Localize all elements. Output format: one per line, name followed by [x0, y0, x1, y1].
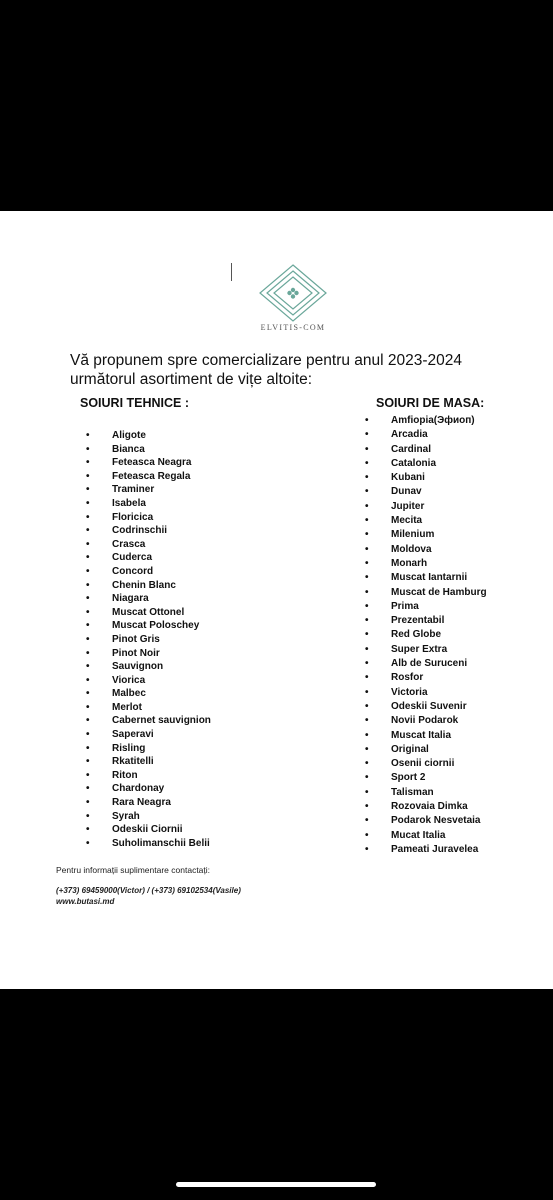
list-item: • Codrinschii [86, 525, 168, 537]
bullet-icon: • [86, 593, 90, 605]
bullet-icon: • [86, 620, 90, 632]
bullet-icon: • [365, 686, 369, 698]
list-item: • Cuderca [86, 552, 153, 564]
bullet-icon: • [365, 415, 369, 426]
bullet-icon: • [86, 688, 90, 700]
logo-text: ELVITIS-COM [260, 323, 326, 332]
technical-varieties-heading: SOIURI TEHNICE : [80, 396, 190, 410]
bullet-icon: • [365, 586, 369, 598]
headline-line-2: următorul asortiment de vițe altoite: [70, 371, 313, 388]
bullet-icon: • [365, 515, 369, 527]
list-item: • Viorica [86, 674, 146, 686]
bullet-icon: • [86, 443, 90, 455]
bullet-icon: • [365, 829, 369, 841]
bullet-icon: • [86, 538, 90, 550]
bullet-icon: • [365, 629, 369, 641]
list-item: • Muscat Ottonel [86, 606, 185, 618]
bullet-icon: • [86, 497, 90, 509]
bullet-icon: • [86, 484, 90, 496]
bullet-icon: • [365, 700, 369, 712]
bullet-icon: • [86, 511, 90, 523]
bullet-icon: • [365, 658, 369, 670]
list-item: • Sauvignon [86, 661, 164, 673]
bullet-icon: • [86, 525, 90, 537]
list-item: • Muscat de Hamburg [391, 586, 487, 600]
list-item: • Arcadia [391, 428, 487, 442]
list-item: • Podarok Nesvetaia [391, 814, 487, 828]
contact-intro: Pentru informații suplimentare contactați: [56, 865, 211, 875]
bullet-icon: • [86, 579, 90, 591]
list-item: • Original [391, 743, 487, 757]
elvitis-logo-icon [258, 263, 328, 323]
bullet-icon: • [365, 543, 369, 555]
list-item: • Dunav [391, 485, 487, 499]
list-item: • Rara Neagra [86, 797, 171, 809]
list-item: • Amfiopia(Эфиоп) [391, 414, 487, 428]
list-item: • Niagara [86, 593, 149, 605]
technical-varieties-list [86, 429, 211, 850]
list-item: • Super Extra [391, 643, 487, 657]
bullet-icon: • [365, 457, 369, 469]
bullet-icon: • [365, 443, 369, 455]
list-item: • Suholimanschii Belii [86, 837, 210, 849]
list-item: • Crasca [86, 538, 146, 550]
bullet-icon: • [365, 743, 369, 755]
list-item: • Traminer [86, 484, 155, 496]
list-item: • Chardonay [86, 783, 165, 795]
document-page [0, 211, 553, 989]
bullet-icon: • [365, 643, 369, 655]
list-item: • Mucat Italia [391, 829, 487, 843]
list-item: • Prezentabil [391, 614, 487, 628]
bullet-icon: • [365, 472, 369, 484]
bullet-icon: • [86, 552, 90, 564]
bullet-icon: • [365, 801, 369, 813]
list-item: • Prima [391, 600, 487, 614]
list-item: • Talisman [391, 786, 487, 800]
list-item: • Concord [86, 565, 154, 577]
list-item: • Catalonia [391, 457, 487, 471]
bullet-icon: • [365, 600, 369, 612]
bullet-icon: • [365, 715, 369, 727]
list-item: • Victoria [391, 686, 487, 700]
bullet-icon: • [86, 715, 90, 727]
bullet-icon: • [86, 783, 90, 795]
list-item: • Pameati Juravelea [391, 843, 487, 857]
list-item: • Pinot Gris [86, 633, 160, 645]
bullet-icon: • [86, 824, 90, 836]
list-item: • Bianca [86, 443, 145, 455]
bullet-icon: • [365, 772, 369, 784]
bullet-icon: • [365, 758, 369, 770]
bullet-icon: • [86, 742, 90, 754]
list-item: • Milenium [391, 528, 487, 542]
bullet-icon: • [365, 557, 369, 569]
list-item: • Aligote [86, 430, 146, 441]
list-item: • Isabela [86, 497, 146, 509]
list-item: • Muscat Iantarnii [391, 571, 487, 585]
list-item: • Monarh [391, 557, 487, 571]
bullet-icon: • [86, 647, 90, 659]
list-item: • Saperavi [86, 729, 154, 741]
bullet-icon: • [86, 661, 90, 673]
bullet-icon: • [86, 674, 90, 686]
bullet-icon: • [86, 729, 90, 741]
bullet-icon: • [365, 529, 369, 541]
list-item: • Pinot Noir [86, 647, 160, 659]
list-item: • Cabernet sauvignion [86, 715, 211, 727]
list-item: • Merlot [86, 701, 142, 713]
list-item: • Rosfor [391, 671, 487, 685]
contact-phones: (+373) 69459000(Victor) / (+373) 69102534(Vasile) [56, 886, 241, 895]
bullet-icon: • [365, 572, 369, 584]
bullet-icon: • [86, 837, 90, 849]
bullet-icon: • [365, 486, 369, 498]
bullet-icon: • [86, 606, 90, 618]
bullet-icon: • [365, 843, 369, 855]
table-varieties-heading: SOIURI DE MASA: [376, 396, 485, 410]
list-item: • Red Globe [391, 628, 487, 642]
bullet-icon: • [86, 810, 90, 822]
list-item: • Alb de Suruceni [391, 657, 487, 671]
bullet-icon: • [86, 457, 90, 469]
list-item: • Odeskii Suvenir [391, 700, 487, 714]
list-item: • Muscat Poloschey [86, 620, 200, 632]
list-item: • Feteasca Regala [86, 470, 191, 482]
bullet-icon: • [365, 815, 369, 827]
list-item: • Osenii ciornii [391, 757, 487, 771]
list-item: • Rozovaia Dimka [391, 800, 487, 814]
table-varieties-list [365, 414, 487, 857]
list-item: • Rkatitelli [86, 756, 154, 768]
home-indicator[interactable] [176, 1182, 376, 1187]
list-item: • Feteasca Neagra [86, 457, 192, 469]
list-item: • Moldova [391, 543, 487, 557]
list-item: • Riton [86, 769, 138, 781]
list-item: • Chenin Blanc [86, 579, 176, 591]
bullet-icon: • [365, 729, 369, 741]
contact-website: www.butasi.md [56, 897, 115, 906]
list-item: • Odeskii Ciornii [86, 824, 183, 836]
bullet-icon: • [86, 756, 90, 768]
bullet-icon: • [365, 786, 369, 798]
bullet-icon: • [86, 769, 90, 781]
list-item: • Cardinal [391, 443, 487, 457]
bullet-icon: • [365, 429, 369, 441]
list-item: • Jupiter [391, 500, 487, 514]
text-cursor [231, 263, 232, 281]
list-item: • Mecita [391, 514, 487, 528]
list-item: • Novii Podarok [391, 714, 487, 728]
bullet-icon: • [86, 565, 90, 577]
list-item: • Malbec [86, 688, 146, 700]
list-item: • Muscat Italia [391, 729, 487, 743]
bullet-icon: • [86, 430, 90, 441]
bullet-icon: • [365, 500, 369, 512]
bullet-icon: • [365, 672, 369, 684]
bullet-icon: • [86, 701, 90, 713]
bullet-icon: • [86, 633, 90, 645]
headline [70, 351, 540, 389]
list-item: • Floricica [86, 511, 154, 523]
list-item: • Sport 2 [391, 771, 487, 785]
bullet-icon: • [86, 470, 90, 482]
list-item: • Syrah [86, 810, 140, 822]
bullet-icon: • [365, 615, 369, 627]
list-item: • Kubani [391, 471, 487, 485]
headline-line-1: Vă propunem spre comercializare pentru anul 2023-2024 [70, 352, 463, 369]
bullet-icon: • [86, 797, 90, 809]
list-item: • Risling [86, 742, 146, 754]
